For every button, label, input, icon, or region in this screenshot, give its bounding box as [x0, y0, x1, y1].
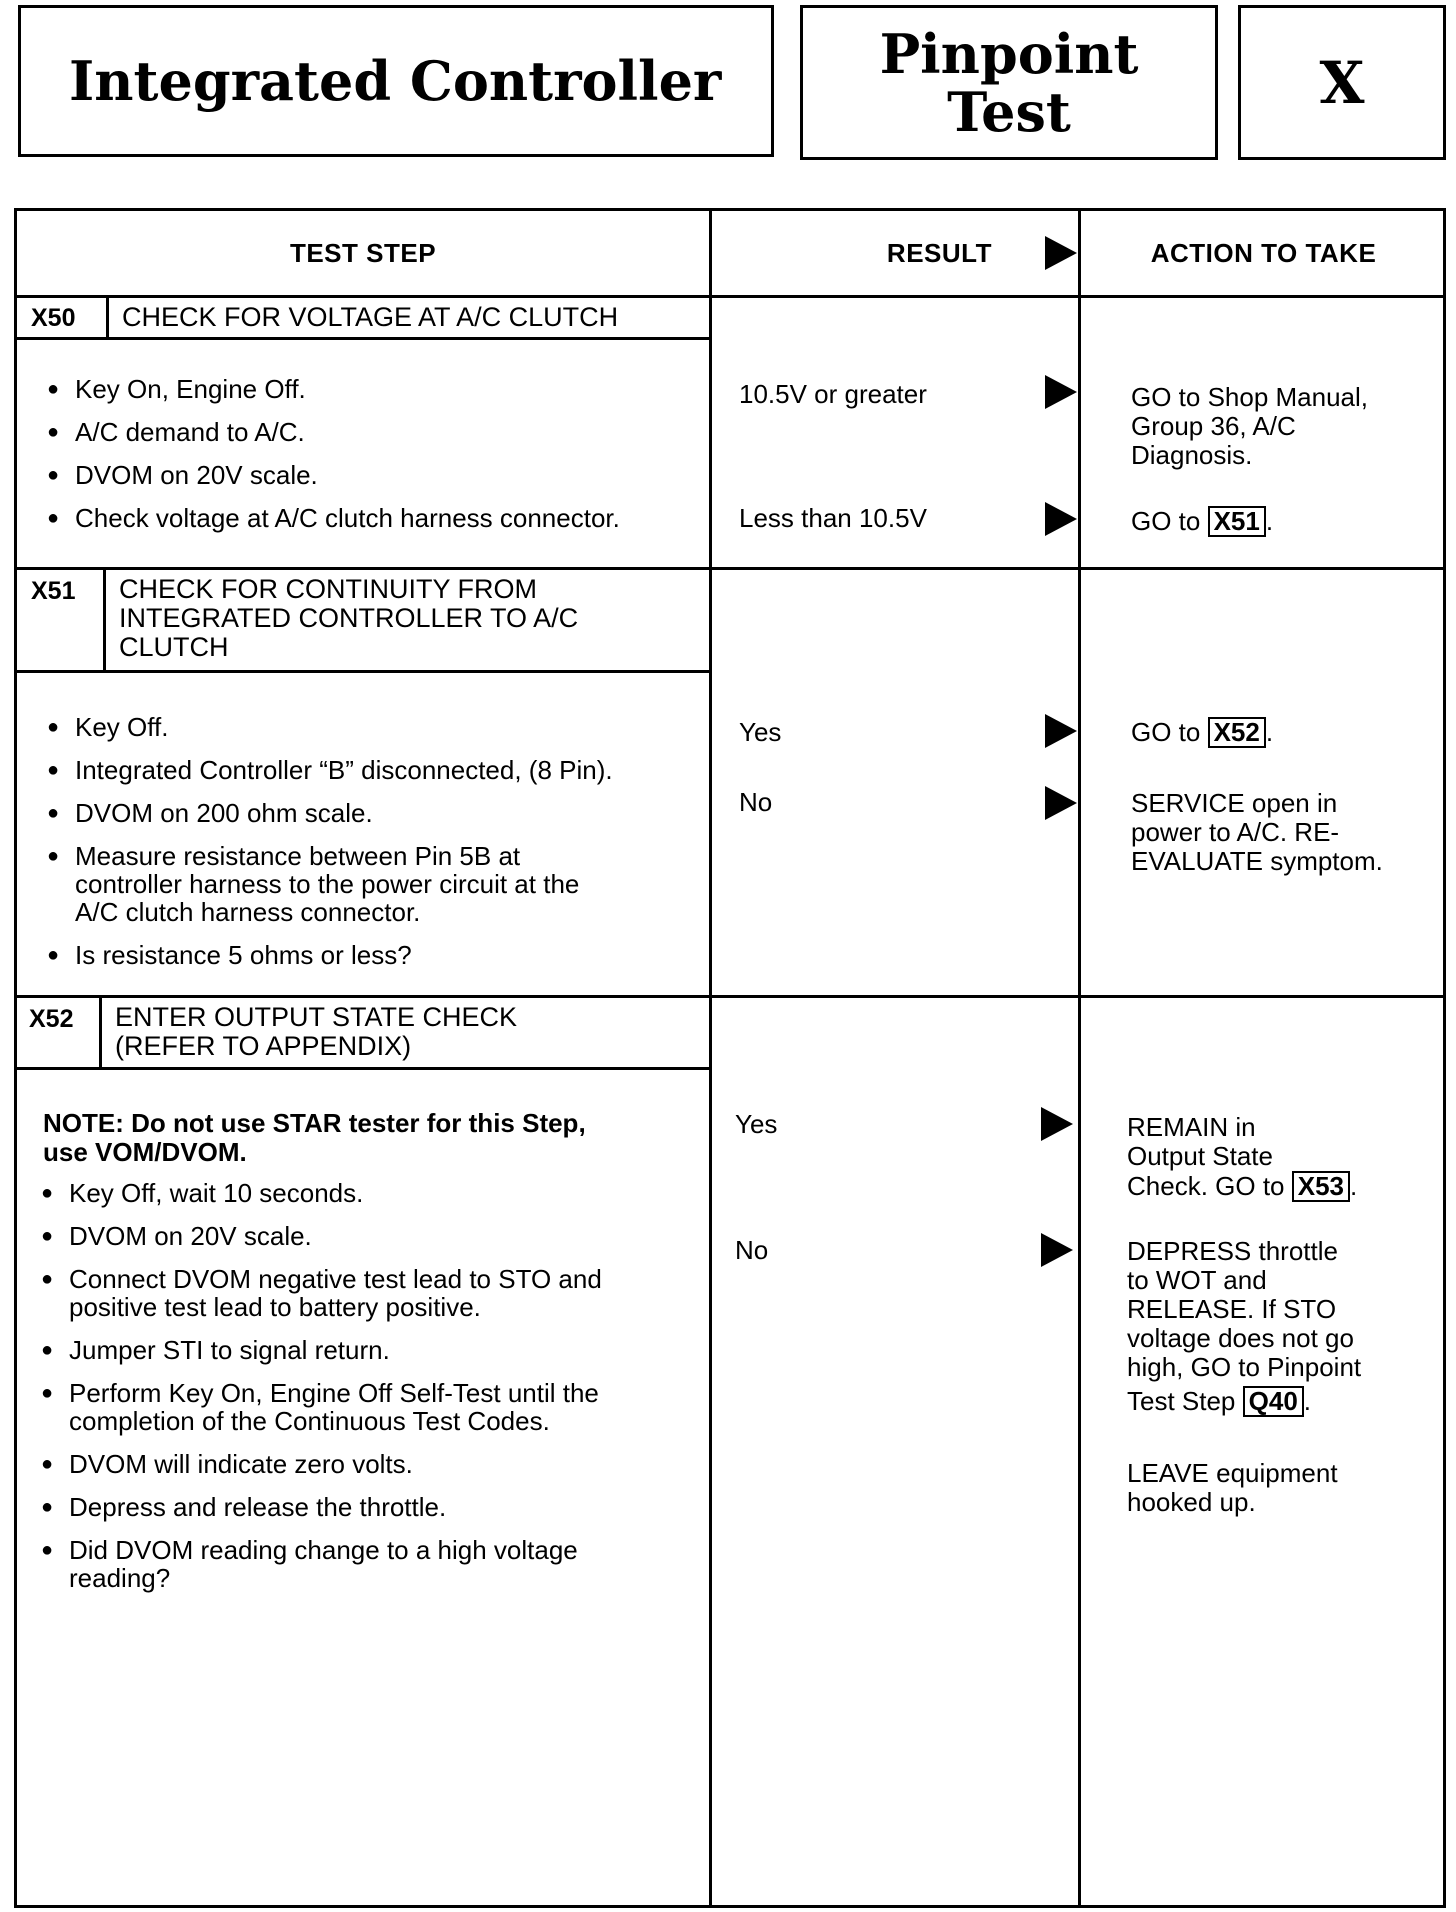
result-text: No: [739, 787, 773, 817]
action-text: GO to X52 .: [1131, 717, 1274, 747]
step-title-divider: [17, 1067, 709, 1070]
header-divider: [17, 295, 1443, 298]
test-type: Pinpoint Test: [879, 21, 1139, 144]
arrow-icon: [1045, 375, 1077, 409]
list-item: ● Perform Key On, Engine Off Self-Test until the completion of the Continuous Test Codes.: [41, 1379, 701, 1435]
test-type-box: [800, 5, 1218, 160]
list-item: ● Connect DVOM negative test lead to STO and positive test lead to battery positive.: [41, 1265, 701, 1321]
list-item: ● Jumper STI to signal return.: [41, 1336, 701, 1364]
pinpoint-test-table: [14, 208, 1446, 1908]
list-item: ● Integrated Controller “B” disconnected, (8 Pin).: [47, 756, 697, 784]
page-title: Integrated Controller: [69, 49, 722, 113]
list-item: ● DVOM will indicate zero volts.: [41, 1450, 701, 1478]
result-text: 10.5V or greater: [739, 379, 927, 409]
step-divider: [17, 567, 1443, 570]
list-item: ● Key On, Engine Off.: [47, 375, 697, 403]
list-item: ● DVOM on 20V scale.: [47, 461, 697, 489]
step-instructions: [47, 375, 697, 547]
step-title-divider: [17, 670, 709, 673]
step-title: CHECK FOR CONTINUITY FROM INTEGRATED CONTROLLER TO A/C CLUTCH: [119, 574, 579, 662]
list-item: ● Key Off.: [47, 713, 697, 741]
list-item: ● Check voltage at A/C clutch harness connector.: [47, 504, 697, 532]
action-text: REMAIN in Output State Check. GO to X53 .: [1127, 1112, 1358, 1201]
step-id: X50: [31, 304, 76, 332]
result-text: No: [735, 1235, 769, 1265]
list-item: ● DVOM on 200 ohm scale.: [47, 799, 697, 827]
step-reference: X52: [1208, 717, 1266, 748]
step-reference: Q40: [1243, 1386, 1304, 1417]
list-item: ● A/C demand to A/C.: [47, 418, 697, 446]
step-reference: X53: [1292, 1171, 1350, 1202]
step-divider: [17, 995, 1443, 998]
step-title-divider: [17, 337, 709, 340]
arrow-icon: [1045, 714, 1077, 748]
action-text: SERVICE open in power to A/C. RE- EVALUATE symptom.: [1131, 788, 1383, 876]
action-text: GO to Shop Manual, Group 36, A/C Diagnosis.: [1131, 382, 1369, 470]
step-note: NOTE: Do not use STAR tester for this Step, use VOM/DVOM.: [43, 1108, 586, 1167]
step-title: ENTER OUTPUT STATE CHECK (REFER TO APPENDIX): [115, 1002, 518, 1061]
column-header-test-step: TEST STEP: [289, 237, 437, 268]
step-id-divider: [103, 567, 106, 673]
step-id-divider: [106, 295, 109, 340]
result-text: Yes: [739, 717, 782, 747]
test-letter-box: [1238, 5, 1446, 160]
arrow-icon: [1045, 502, 1077, 536]
column-divider: [709, 211, 712, 1905]
column-header-action: ACTION TO TAKE: [1150, 237, 1377, 268]
action-text: DEPRESS throttle to WOT and RELEASE. If STO voltage does not go high, GO to Pinpoint Test Step Q40 .: [1127, 1236, 1362, 1416]
arrow-icon: [1045, 236, 1077, 270]
arrow-icon: [1041, 1233, 1073, 1267]
action-text: GO to X51 .: [1131, 506, 1274, 536]
step-instructions: [41, 1179, 701, 1607]
step-id-divider: [99, 995, 102, 1070]
arrow-icon: [1041, 1107, 1073, 1141]
list-item: ● Key Off, wait 10 seconds.: [41, 1179, 701, 1207]
arrow-icon: [1045, 786, 1077, 820]
list-item: ● Depress and release the throttle.: [41, 1493, 701, 1521]
test-letter: X: [1319, 48, 1365, 117]
result-text: Yes: [735, 1109, 778, 1139]
list-item: ● DVOM on 20V scale.: [41, 1222, 701, 1250]
step-id: X52: [29, 1005, 74, 1033]
step-id: X51: [31, 577, 76, 605]
step-title: CHECK FOR VOLTAGE AT A/C CLUTCH: [122, 302, 619, 332]
list-item: ● Measure resistance between Pin 5B at controller harness to the power circuit at the A/C clutch harness connector.: [47, 842, 697, 926]
result-text: Less than 10.5V: [739, 503, 927, 533]
list-item: ● Is resistance 5 ohms or less?: [47, 941, 697, 969]
action-text: LEAVE equipment hooked up.: [1127, 1458, 1338, 1517]
column-header-result: RESULT: [886, 237, 992, 268]
page-title-box: [18, 5, 774, 157]
column-divider: [1078, 211, 1081, 1905]
step-instructions: [47, 713, 697, 984]
step-reference: X51: [1208, 506, 1266, 537]
list-item: ● Did DVOM reading change to a high voltage reading?: [41, 1536, 701, 1592]
